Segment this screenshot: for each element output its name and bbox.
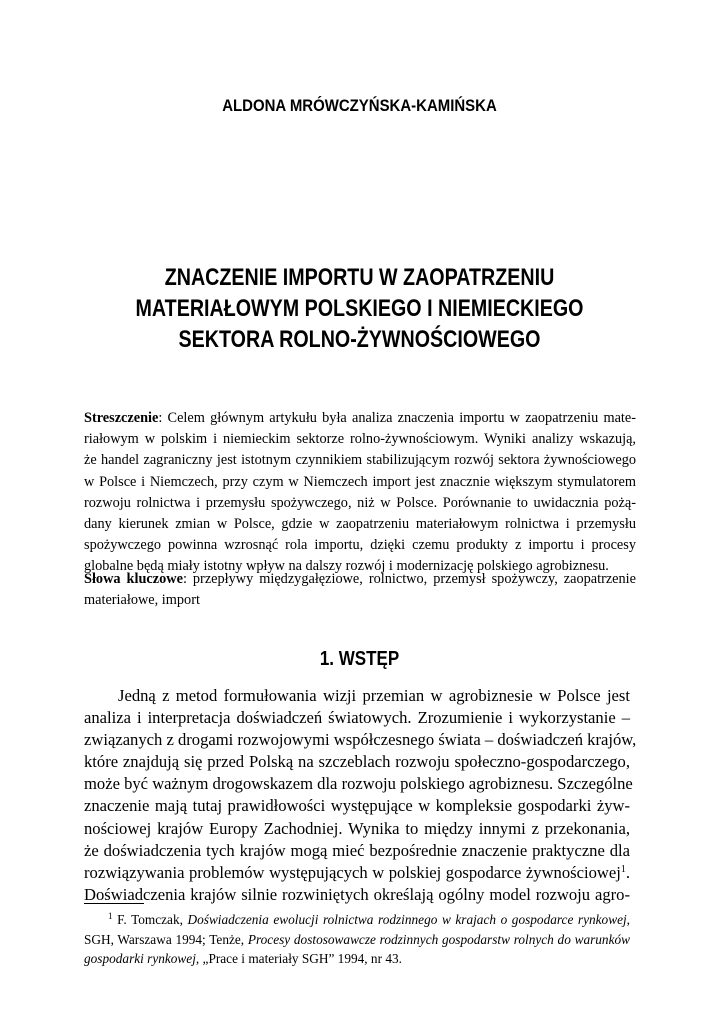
footnote-text: , [626,912,630,927]
body-line: związanych z drogami rozwojowymi współczesnego świata – doświadczeń krajów, [84,730,637,750]
keywords-line [84,569,636,590]
abstract-label: Streszczenie [84,410,159,426]
keywords-label: Słowa kluczowe [84,571,183,587]
footnote-text: SGH, Warszawa 1994; Tenże, [84,931,248,947]
body-line: Jedną z metod formułowania wizji przemian w agrobiznesie w Polsce jest [118,686,630,705]
body-paragraph [84,685,637,906]
footnote-line [84,910,630,930]
body-line: które znajdują się przed Polską na szczeblach rozwoju społeczno-gospodarczego, [84,752,630,772]
body-line: analiza i interpretacja doświadczeń światowych. Zrozumienie i wykorzystanie – [84,708,630,728]
body-line: znaczenie mają tutaj prawidłowości występujące w kompleksie gospodarki żyw- [84,796,630,816]
title-line: ZNACZENIE IMPORTU W ZAOPATRZENIU [164,264,555,291]
section-heading: 1. WSTĘP [319,648,400,670]
abstract [84,408,636,578]
footnote-title: gospodarki rynkowej [84,951,196,966]
body-line: że doświadczenia tych krajów mogą mieć bezpośrednie znaczenie praktyczne dla [84,840,630,860]
abstract-line [84,408,636,429]
title-line: MATERIAŁOWYM POLSKIEGO I NIEMIECKIEGO [135,295,584,322]
body-line: Doświadczenia krajów silnie rozwiniętych określają ogólny model rozwoju agro- [84,884,630,904]
abstract-line: spożywczego powinna wzrosnąć rola importu, dzięki czemu produkty z importu i procesy [84,537,636,554]
keywords-text: : przepływy międzygałęziowe, rolnictwo, przemysł spożywczy, zaopatrzenie [182,571,636,587]
title-line: SEKTORA ROLNO-ŻYWNOŚCIOWEGO [178,326,541,353]
keywords-line: materiałowe, import [84,592,200,609]
footnote-title: Procesy dostosowawcze rodzinnych gospodarstw rolnych do warunków [247,931,630,947]
body-line: nościowej krajów Europy Zachodniej. Wynika to między innymi z przekonania, [84,818,630,838]
body-line: rozwiązywania problemów występujących w polskiej gospodarce żywnościowej$^1$. [84,862,630,882]
body-line: może być ważnym drogowskazem dla rozwoju polskiego agrobiznesu. Szczególne [84,774,633,794]
footnote-reference[interactable]: 1 [620,863,626,875]
abstract-line: w Polsce i Niemczech, przy czym w Niemczech import jest znacznie większym stymulatorem [84,473,636,490]
keywords [84,569,636,611]
footnote-line [84,949,630,969]
abstract-line: riałowym w polskim i niemieckim sektorze rolno-żywnościowym. Wyniki analizy wskazują, [84,431,636,448]
footnote [84,910,630,969]
abstract-line: dany kierunek zmian w Polsce, gdzie w zaopatrzeniu materiałowym rolnictwa i przemysłu [84,516,636,533]
abstract-line: że handel zagraniczny jest istotnym czynnikiem stabilizującym rozwój sektora żywnościowego [84,452,636,469]
footnote-title: Doświadczenia ewolucji rolnictwa rodzinnego w krajach o gospodarce rynkowej [187,912,627,927]
footnote-author: F. Tomczak, [117,912,188,927]
footnote-line [84,930,630,950]
abstract-line: globalne będą miały istotny wpływ na dalszy rozwój i modernizację polskiego agrobiznesu. [84,558,609,575]
footnote-divider [84,903,144,904]
author-name: ALDONA MRÓWCZYŃSKA-KAMIŃSKA [222,96,497,115]
footnote-number: 1 [108,911,113,921]
body-line-text: rozwiązywania problemów występujących w polskiej gospodarce żywnościowej [84,862,621,882]
abstract-line: rozwoju rolnictwa i przemysłu spożywczego, niż w Polsce. Porównanie to uwidacznia pożą- [84,494,636,511]
abstract-text: : Celem głównym artykułu była analiza znaczenia importu w zaopatrzeniu mate- [158,410,636,426]
footnote-text: , „Prace i materiały SGH” 1994, nr 43. [195,951,402,966]
article-title [114,262,605,355]
